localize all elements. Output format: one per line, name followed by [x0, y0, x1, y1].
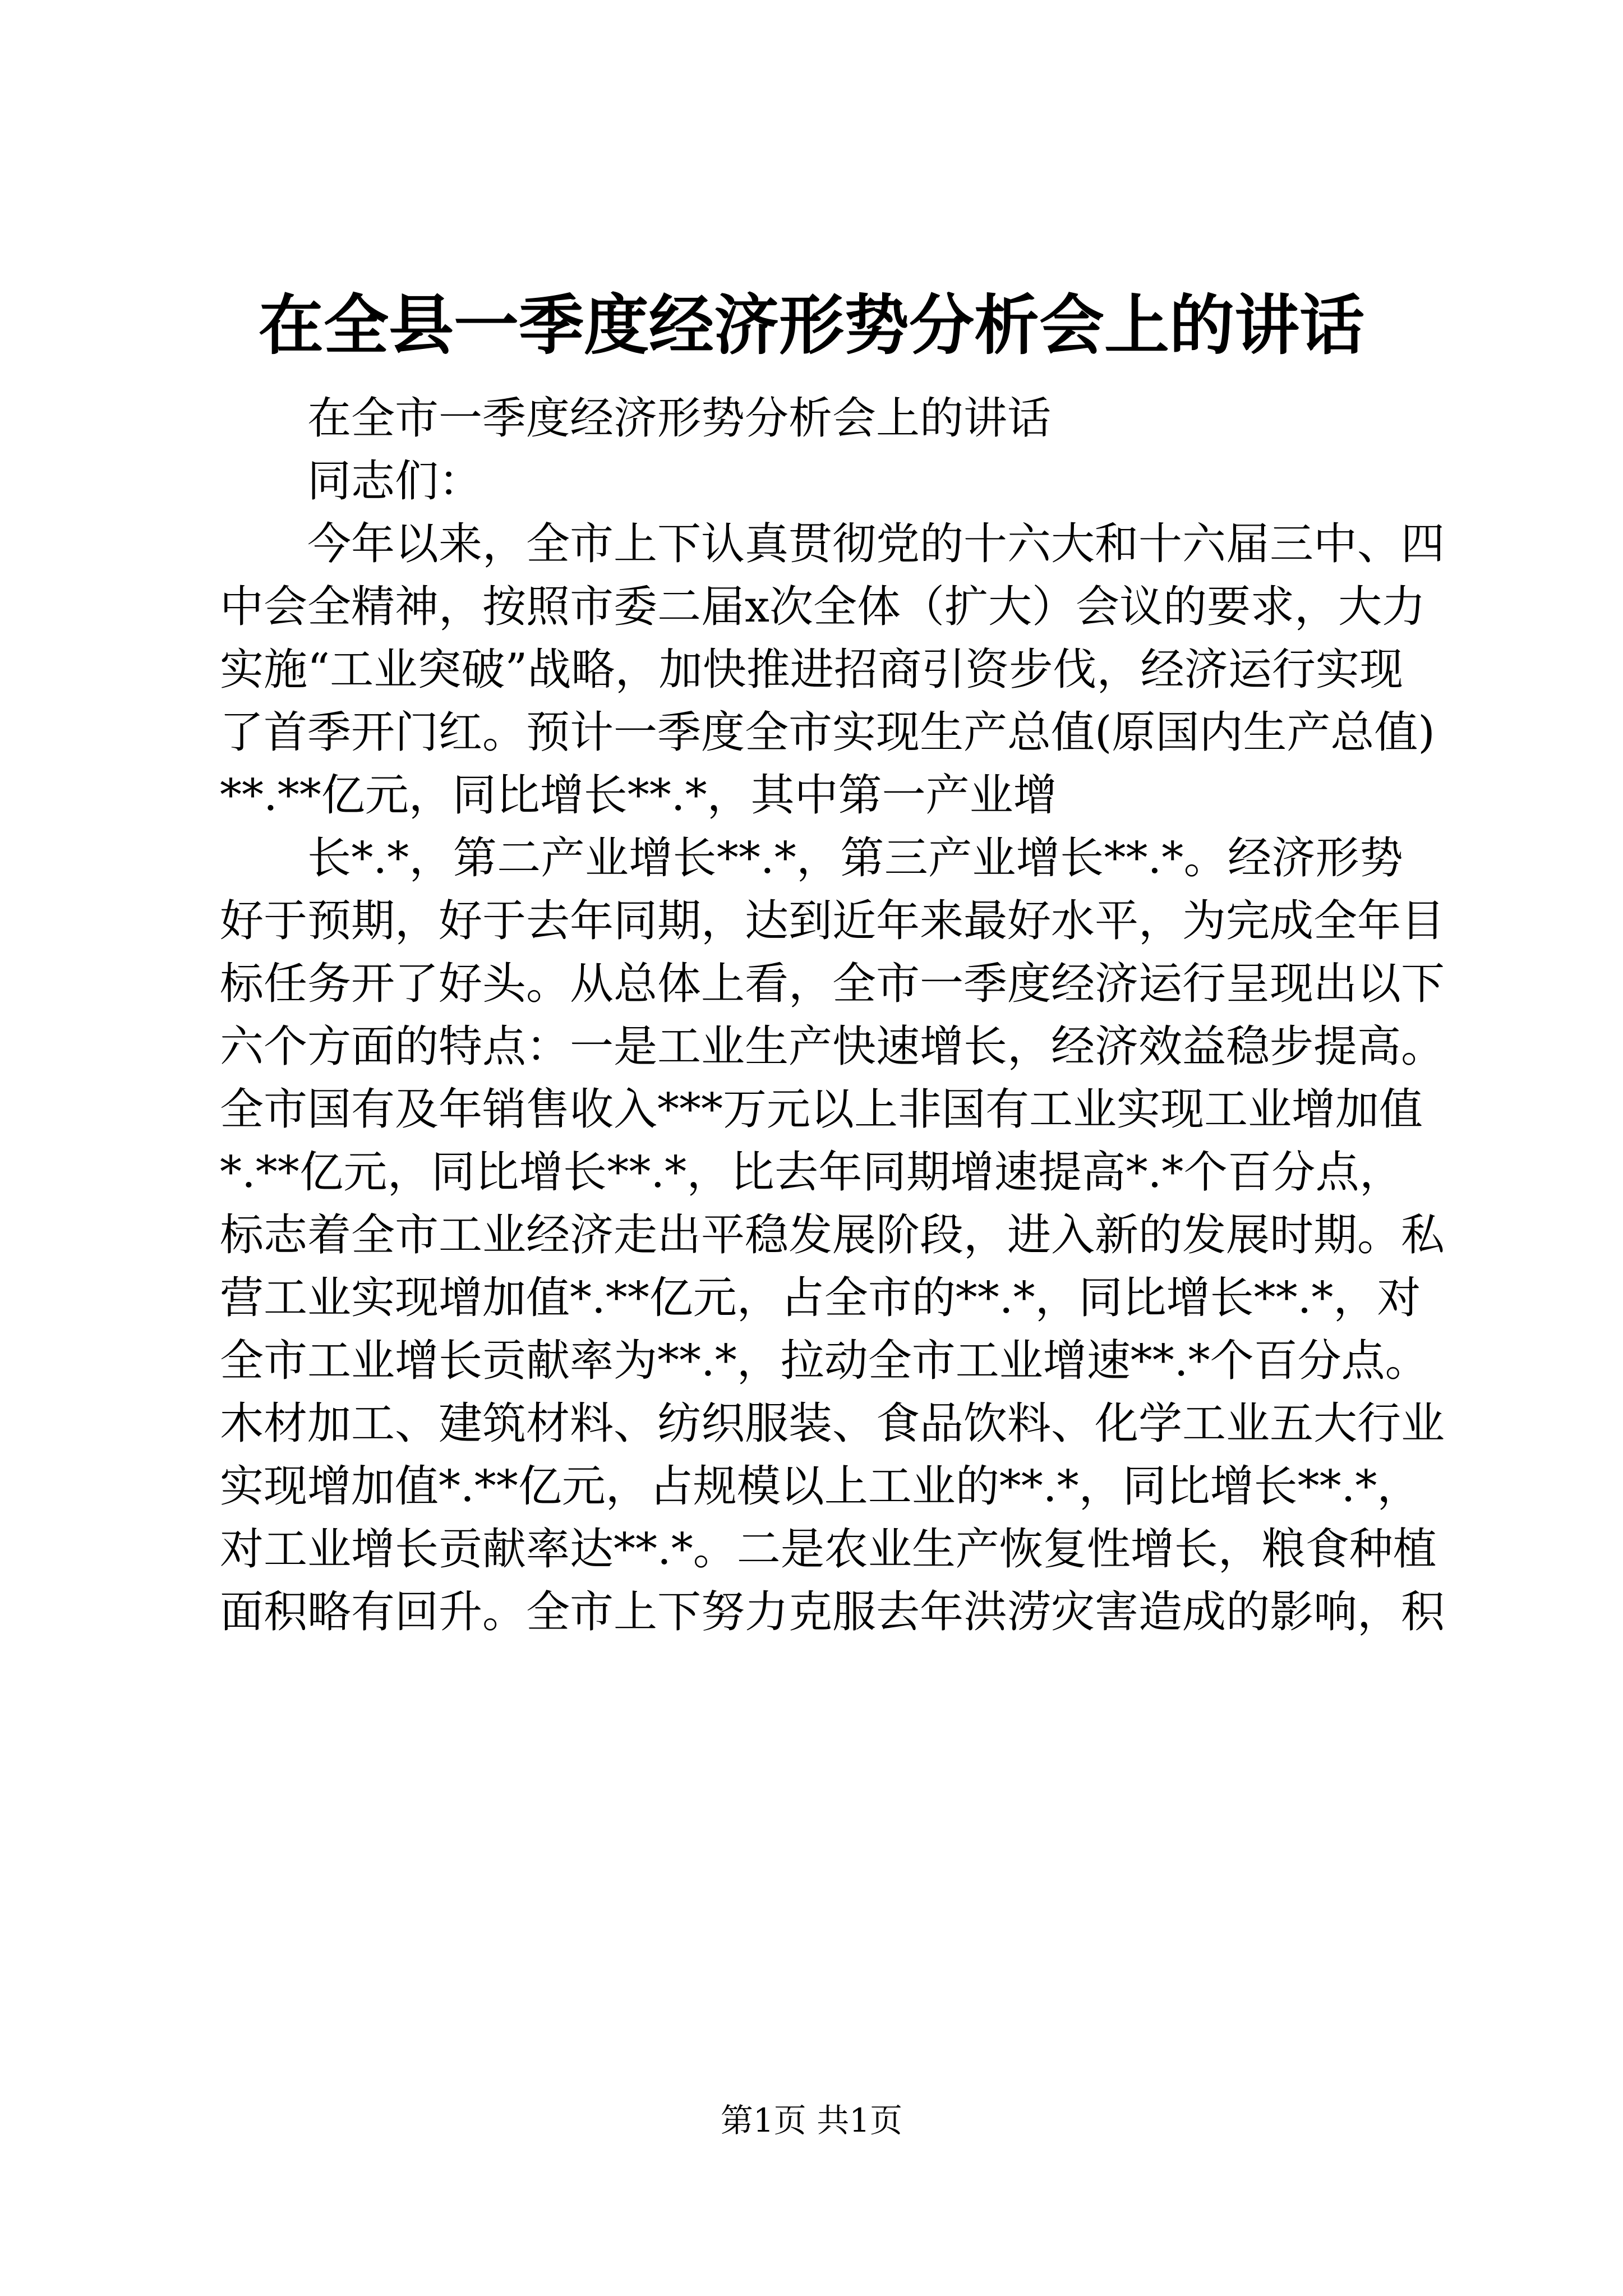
paragraph-line: **.**亿元，同比增长**.*，其中第一产业增 [220, 770, 1057, 821]
paragraph-line: 中会全精神，按照市委二届x次全体（扩大）会议的要求，大力 [220, 582, 1426, 632]
paragraph-line: 全市工业增长贡献率为**.*，拉动全市工业增速**.*个百分点。 [220, 1336, 1429, 1386]
paragraph-line: 对工业增长贡献率达**.*。二是农业生产恢复性增长，粮食种植 [220, 1524, 1437, 1575]
paragraph-line: 了首季开门红。预计一季度全市实现生产总值(原国内生产总值) [220, 707, 1435, 758]
paragraph-line: 木材加工、建筑材料、纺织服装、食品饮料、化学工业五大行业 [220, 1398, 1445, 1449]
paragraph-line: 实现增加值*.**亿元，占规模以上工业的**.*，同比增长**.*， [220, 1461, 1421, 1512]
paragraph-line: 今年以来，全市上下认真贯彻党的十六大和十六届三中、四 [307, 519, 1445, 569]
paragraph-line: *.**亿元，同比增长**.*，比去年同期增速提高*.*个百分点， [220, 1147, 1403, 1198]
page-number-footer: 第1页 共1页 [720, 2101, 903, 2139]
paragraph-line: 全市国有及年销售收入***万元以上非国有工业实现工业增加值 [220, 1084, 1423, 1135]
paragraph-line: 营工业实现增加值*.**亿元，占全市的**.*，同比增长**.*，对 [220, 1273, 1421, 1323]
paragraph-line: 标任务开了好头。从总体上看，全市一季度经济运行呈现出以下 [220, 959, 1445, 1009]
document-title: 在全县一季度经济形势分析会上的讲话 [259, 287, 1364, 364]
paragraph-line: 实施“工业突破”战略，加快推进招商引资步伐，经济运行实现 [220, 645, 1403, 695]
paragraph-line: 长*.*，第二产业增长**.*，第三产业增长**.*。经济形势 [307, 833, 1403, 884]
paragraph-line: 面积略有回升。全市上下努力克服去年洪涝灾害造成的影响，积 [220, 1587, 1445, 1637]
paragraph-line: 好于预期，好于去年同期，达到近年来最好水平，为完成全年目 [220, 896, 1445, 946]
document-body [220, 387, 1445, 1644]
paragraph-line: 标志着全市工业经济走出平稳发展阶段，进入新的发展时期。私 [220, 1210, 1445, 1260]
paragraph-2 [220, 827, 1445, 1644]
paragraph-1 [220, 513, 1445, 827]
salutation: 同志们： [307, 456, 483, 507]
paragraph-line: 六个方面的特点：一是工业生产快速增长，经济效益稳步提高。 [220, 1022, 1445, 1072]
document-subtitle: 在全市一季度经济形势分析会上的讲话 [307, 393, 1052, 444]
